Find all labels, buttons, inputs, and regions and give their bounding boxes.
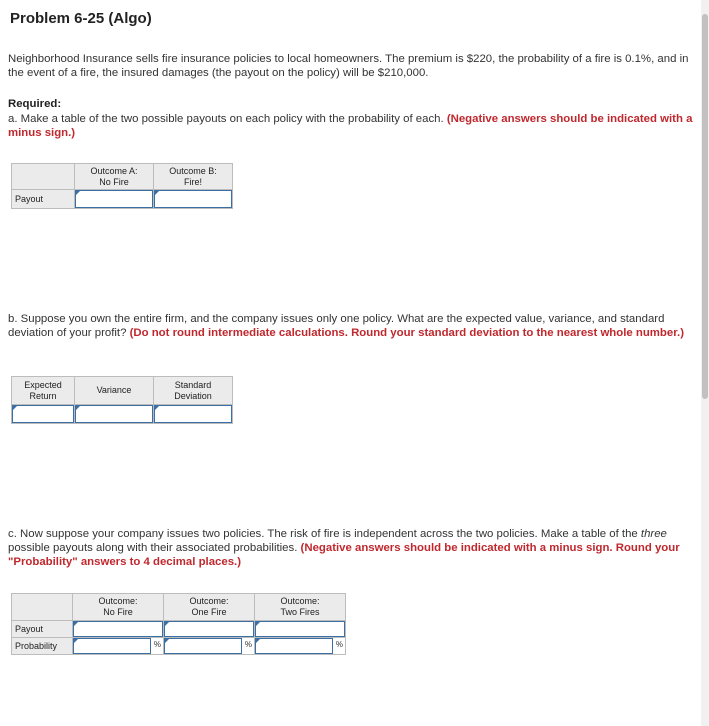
part-a-text xyxy=(8,112,698,140)
prob-two-fires-cell xyxy=(255,638,346,655)
outcome-table-c xyxy=(11,593,346,655)
part-c-note: (Negative answers should be indicated with a minus sign. Round your "Probability" answers to 4 decimal places.) xyxy=(8,542,680,568)
payout-no-fire-c-input[interactable] xyxy=(73,621,163,637)
payout-no-fire-c-cell xyxy=(73,621,164,638)
payout-two-fires-c-input[interactable] xyxy=(255,621,345,637)
probability-one-fire-input[interactable] xyxy=(164,638,242,654)
percent-sign: % xyxy=(244,640,252,649)
table-a-corner xyxy=(12,164,75,190)
row-label-payout-c: Payout xyxy=(12,621,73,638)
part-a-note: (Negative answers should be indicated with a minus sign.) xyxy=(8,113,693,139)
std-deviation-input[interactable] xyxy=(154,405,232,423)
payout-two-fires-c-cell xyxy=(255,621,346,638)
header-variance: Variance xyxy=(75,377,154,405)
header-std-deviation: Standard Deviation xyxy=(154,377,233,405)
payout-fire-input[interactable] xyxy=(154,190,232,208)
probability-no-fire-input[interactable] xyxy=(73,638,151,654)
prob-no-fire-cell xyxy=(73,638,164,655)
stats-table-b xyxy=(11,376,233,424)
payout-table-a xyxy=(11,163,233,209)
part-c-question-post: possible payouts along with their associated probabilities. xyxy=(8,542,298,554)
header-expected-return: Expected Return xyxy=(12,377,75,405)
percent-sign: % xyxy=(335,640,343,649)
header-one-fire: Outcome: One Fire xyxy=(164,594,255,621)
table-c-corner xyxy=(12,594,73,621)
header-two-fires: Outcome: Two Fires xyxy=(255,594,346,621)
part-c-question-pre: c. Now suppose your company issues two policies. The risk of fire is independent across the two policies. Make a table of the xyxy=(8,528,641,540)
payout-one-fire-c-cell xyxy=(164,621,255,638)
payout-one-fire-c-input[interactable] xyxy=(164,621,254,637)
page-title: Problem 6-25 (Algo) xyxy=(10,10,152,27)
probability-two-fires-input[interactable] xyxy=(255,638,333,654)
variance-input[interactable] xyxy=(75,405,153,423)
row-label-probability: Probability xyxy=(12,638,73,655)
payout-no-fire-cell xyxy=(75,190,154,209)
required-label: Required: xyxy=(8,98,62,110)
payout-fire-cell xyxy=(154,190,233,209)
scrollbar[interactable] xyxy=(701,0,709,726)
percent-sign: % xyxy=(153,640,161,649)
prob-one-fire-cell xyxy=(164,638,255,655)
part-c-text xyxy=(8,527,698,569)
expected-return-input[interactable] xyxy=(12,405,74,423)
scrollbar-thumb[interactable] xyxy=(702,14,708,399)
expected-return-cell xyxy=(12,405,75,424)
part-c-question-emphasis: three xyxy=(640,528,667,540)
part-b-question: b. Suppose you own the entire firm, and the company issues only one policy. What are the expected value, variance, and standard deviation of your profit? xyxy=(8,313,665,339)
header-no-fire: Outcome: No Fire xyxy=(73,594,164,621)
header-outcome-a: Outcome A: No Fire xyxy=(75,164,154,190)
variance-cell xyxy=(75,405,154,424)
intro-text: Neighborhood Insurance sells fire insurance policies to local homeowners. The premium is $220, the probability of a fire is 0.1%, and in the event of a fire, the insured damages (the payout on the policy) will be $210,000. xyxy=(8,53,689,79)
part-b-text xyxy=(8,312,698,340)
part-a-question: a. Make a table of the two possible payouts on each policy with the probability of each. xyxy=(8,113,444,125)
payout-no-fire-input[interactable] xyxy=(75,190,153,208)
header-outcome-b: Outcome B: Fire! xyxy=(154,164,233,190)
part-b-note: (Do not round intermediate calculations. Round your standard deviation to the nearest whole number.) xyxy=(129,327,684,339)
row-label-payout: Payout xyxy=(12,190,75,209)
std-deviation-cell xyxy=(154,405,233,424)
